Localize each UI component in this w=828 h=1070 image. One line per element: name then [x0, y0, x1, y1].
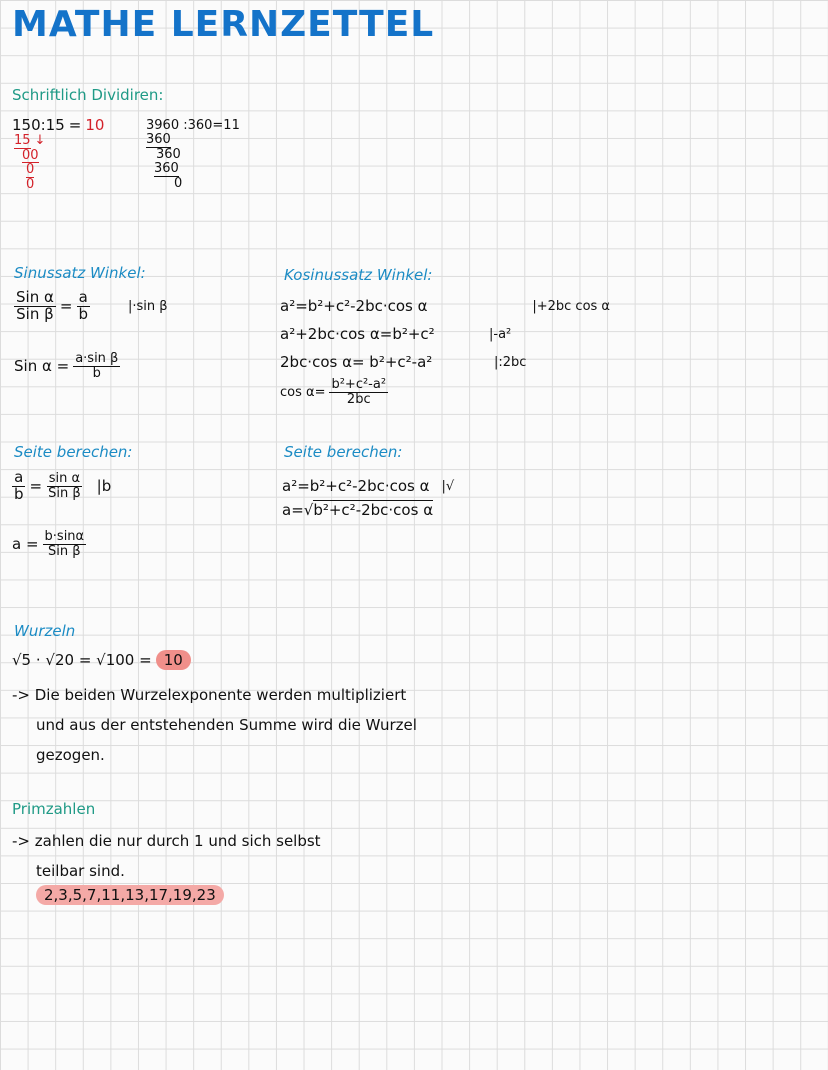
division-1-steps	[14, 134, 104, 192]
kosinussatz-derivation: a²=b²+c²-2bc·cos α |+2bc cos α a²+2bc·cos α=b²+c² |-a² 2bc·cos α= b²+c²-a² |:2bc cos α= $\frac{\text{b²+c²-a²}}{2bc}$	[280, 297, 610, 407]
primzahlen-explanation: -> zahlen die nur durch 1 und sich selbst teilbar sind.	[12, 832, 321, 880]
primzahlen-list: 2,3,5,7,11,13,17,19,23	[36, 886, 224, 904]
kosinus-line-2: a²+2bc·cos α=b²+c²	[280, 325, 435, 343]
division-1-eq: =	[68, 116, 82, 134]
operation-note: |-a²	[489, 326, 512, 342]
division-1-result: 10	[85, 116, 105, 134]
radicand: b²+c²-2bc·cos α	[313, 501, 434, 519]
kosinussatz-winkel-heading: Kosinussatz Winkel:	[284, 266, 433, 284]
fraction: $\frac{\text{sin α}}{\text{Sin β}}$	[48, 471, 81, 501]
division-1-equation	[12, 116, 104, 134]
wurzeln-result-highlight: 10	[156, 650, 191, 670]
sinussatz-formula-2: Sin α = $\frac{\text{a·sin β}}{b}$	[14, 351, 119, 381]
division-1-lhs: 150:15	[12, 116, 65, 134]
division-2-equation: 3960 :360=11	[146, 118, 240, 133]
division-1-step: ↓	[34, 133, 46, 149]
operation-note: |·sin β	[127, 298, 168, 314]
division-2-step: 0	[174, 175, 183, 191]
fraction: $\frac{\text{a·sin β}}{b}$	[75, 351, 119, 381]
division-1-step: 15	[14, 133, 31, 148]
division-1-step: 0	[26, 162, 35, 178]
sinus-seite-formula-1: $\frac{a}{b}$ = $\frac{\text{sin α}}{\text{Sin β}}$ |b	[14, 468, 112, 503]
page-title: MATHE LERNZETTEL	[12, 4, 435, 45]
sinussatz-seite-heading: Seite berechen:	[14, 443, 133, 461]
division-2-step: 360	[146, 132, 171, 147]
fraction: $\frac{b\cdot\sin\alpha}{\text{Sin β}}$	[44, 529, 85, 559]
operation-note: |:2bc	[494, 354, 527, 370]
fraction: $\frac{\text{b²+c²-a²}}{2bc}$	[331, 377, 387, 407]
sinus-seite-formula-2: a = $\frac{b\cdot\sin\alpha}{\text{Sin β}}$	[12, 529, 85, 559]
division-1-step: 00	[22, 147, 39, 163]
division-example-2	[146, 118, 240, 191]
operation-note: |+2bc cos α	[532, 298, 610, 314]
wurzeln-equation: √5 · √20 = √100 = 10	[12, 650, 191, 670]
fraction: $\frac{\text{Sin α}}{\text{Sin β}}$	[16, 288, 54, 323]
kosinus-line-3: 2bc·cos α= b²+c²-a²	[280, 353, 433, 371]
sinussatz-winkel-heading: Sinussatz Winkel:	[14, 264, 146, 282]
kosinus-line-1: a²=b²+c²-2bc·cos α	[280, 297, 428, 315]
kosinus-seite-line-1: a²=b²+c²-2bc·cos α	[282, 477, 430, 495]
operation-note: |b	[96, 477, 112, 496]
sinussatz-formula-1: $\frac{\text{Sin α}}{\text{Sin β}}$ = $\frac{a}{b}$ |·sin β	[16, 288, 168, 323]
operation-note: |√	[441, 478, 455, 494]
wurzeln-explanation: -> Die beiden Wurzelexponente werden multipliziert und aus der entstehenden Summe wird die Wurzel gezogen.	[12, 686, 417, 764]
division-example-1	[12, 116, 104, 192]
kosinussatz-seite-heading: Seite berechen:	[284, 443, 403, 461]
division-2-step: 360	[154, 160, 179, 176]
division-1-step: 0	[26, 176, 35, 192]
division-2-steps	[146, 133, 240, 191]
division-2-step: 360	[156, 146, 181, 162]
wurzeln-heading: Wurzeln	[14, 622, 76, 640]
primzahlen-heading: Primzahlen	[12, 800, 96, 818]
fraction: $\frac{a}{b}$	[14, 468, 24, 503]
division-heading: Schriftlich Dividiren:	[12, 86, 164, 104]
fraction: $\frac{a}{b}$	[78, 288, 88, 323]
kosinus-seite-derivation: a²=b²+c²-2bc·cos α |√ a=√ b²+c²-2bc·cos α	[282, 477, 455, 519]
